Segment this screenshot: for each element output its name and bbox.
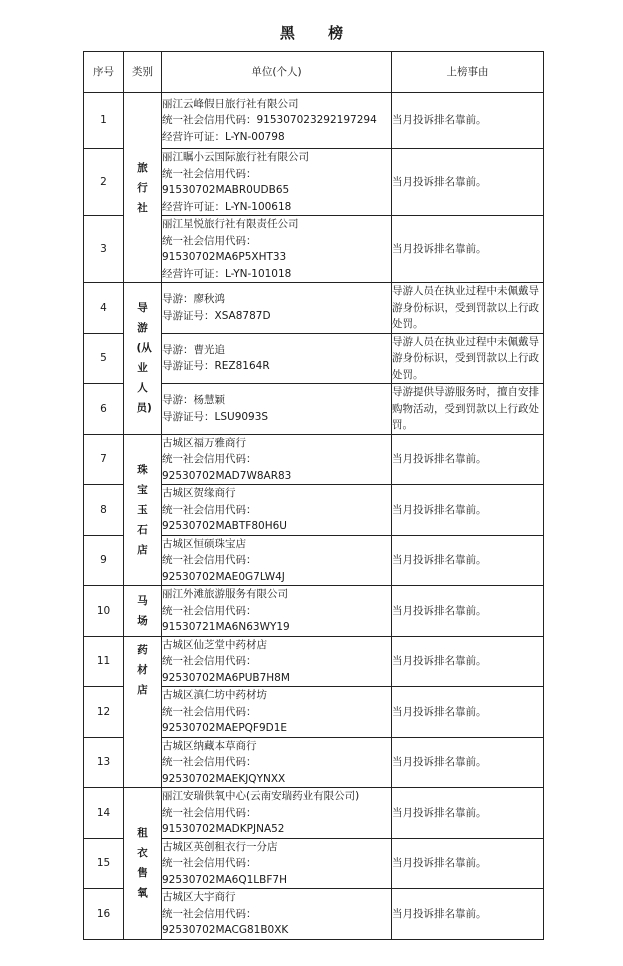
unit-name: 古城区纳藏本草商行 [162, 739, 257, 752]
header-unit: 单位(个人) [162, 52, 392, 93]
table-row [84, 93, 544, 149]
unit-name: 丽江星悦旅行社有限责任公司 [162, 218, 299, 230]
unit-cell [162, 737, 392, 788]
reason-cell: 当月投诉排名靠前。 [392, 434, 544, 485]
unit-name: 古城区贺缘商行 [162, 487, 236, 499]
category-cell-travel [124, 93, 162, 283]
unit-cell [162, 838, 392, 889]
unit-line: 导游证号：LSU9093S [162, 410, 269, 423]
row-number: 10 [84, 586, 124, 637]
row-number: 4 [84, 283, 124, 334]
unit-name: 导游：曹光追 [162, 343, 225, 356]
category-label: 药材店 [137, 643, 148, 696]
unit-cell [162, 535, 392, 586]
category-label: 租衣售氧 [137, 827, 148, 900]
unit-name: 古城区恒硕珠宝店 [162, 537, 246, 550]
unit-line: 92530702MAEPQF9D1E [162, 722, 288, 734]
unit-line: 经营许可证：L-YN-100618 [162, 200, 292, 213]
reason-cell: 导游人员在执业过程中未佩戴导游身份标识，受到罚款以上行政处罚。 [392, 333, 544, 384]
row-number: 3 [84, 216, 124, 283]
unit-cell [162, 788, 392, 839]
category-label: 导游(从业人员) [136, 302, 152, 415]
unit-line: 统一社会信用代码： [162, 234, 257, 247]
unit-line: 统一社会信用代码： [162, 554, 257, 566]
header-reason: 上榜事由 [392, 52, 544, 93]
blacklist-table [83, 51, 544, 940]
unit-name: 丽江瞩小云国际旅行社有限公司 [162, 151, 309, 163]
unit-name: 古城区福万雅商行 [162, 436, 246, 449]
unit-cell [162, 283, 392, 334]
unit-cell [162, 149, 392, 216]
category-label: 珠宝玉石店 [137, 463, 148, 556]
unit-cell [162, 687, 392, 738]
row-number: 8 [84, 485, 124, 536]
category-label: 马场 [137, 594, 148, 627]
reason-cell: 当月投诉排名靠前。 [392, 636, 544, 687]
unit-line: 统一社会信用代码： [162, 453, 257, 465]
unit-line: 导游证号：XSA8787D [162, 309, 271, 322]
header-no: 序号 [84, 52, 124, 93]
unit-line: 统一社会信用代码： [162, 806, 257, 819]
unit-cell [162, 485, 392, 536]
unit-line: 91530721MA6N63WY19 [162, 621, 290, 633]
table-row [84, 283, 544, 334]
unit-line: 统一社会信用代码： [162, 167, 257, 180]
unit-name: 古城区滇仁坊中药材坊 [162, 689, 267, 701]
unit-name: 丽江外滩旅游服务有限公司 [162, 588, 288, 600]
table-header-row [84, 52, 544, 93]
unit-cell [162, 434, 392, 485]
reason-cell: 当月投诉排名靠前。 [392, 889, 544, 940]
page-title: 黑 榜 [279, 24, 358, 42]
unit-line: 统一社会信用代码：915307023292197294 [162, 114, 377, 127]
reason-cell: 当月投诉排名靠前。 [392, 737, 544, 788]
unit-cell [162, 889, 392, 940]
reason-cell: 当月投诉排名靠前。 [392, 93, 544, 149]
row-number: 14 [84, 788, 124, 839]
header-category: 类别 [124, 52, 162, 93]
reason-cell: 当月投诉排名靠前。 [392, 216, 544, 283]
unit-line: 92530702MA6Q1LBF7H [162, 873, 287, 886]
unit-line: 统一社会信用代码： [162, 503, 257, 516]
reason-cell: 导游提供导游服务时，擅自安排购物活动，受到罚款以上行政处罚。 [392, 384, 544, 435]
row-number: 1 [84, 93, 124, 149]
unit-name: 古城区英创租衣行一分店 [162, 840, 278, 853]
reason-cell: 当月投诉排名靠前。 [392, 535, 544, 586]
reason-cell: 当月投诉排名靠前。 [392, 788, 544, 839]
unit-name: 古城区大宇商行 [162, 891, 236, 903]
row-number: 5 [84, 333, 124, 384]
unit-cell [162, 93, 392, 149]
unit-line: 统一社会信用代码： [162, 857, 257, 869]
unit-name: 古城区仙芝堂中药材店 [162, 638, 267, 651]
unit-cell [162, 333, 392, 384]
row-number: 11 [84, 636, 124, 687]
unit-cell [162, 216, 392, 283]
table-row [84, 434, 544, 485]
table-row [84, 788, 544, 839]
category-cell-oxygen [124, 788, 162, 940]
reason-cell: 当月投诉排名靠前。 [392, 586, 544, 637]
unit-line: 91530702MA6P5XHT33 [162, 251, 287, 263]
unit-name: 导游：杨慧颖 [162, 394, 225, 407]
table-row [84, 636, 544, 687]
unit-line: 导游证号：REZ8164R [162, 360, 270, 373]
category-cell-guide [124, 283, 162, 435]
unit-line: 92530702MACG81B0XK [162, 924, 289, 936]
reason-cell: 当月投诉排名靠前。 [392, 838, 544, 889]
row-number: 13 [84, 737, 124, 788]
category-cell-jewelry [124, 434, 162, 586]
unit-line: 92530702MABTF80H6U [162, 520, 287, 532]
unit-line: 统一社会信用代码： [162, 705, 257, 718]
row-number: 15 [84, 838, 124, 889]
row-number: 2 [84, 149, 124, 216]
row-number: 9 [84, 535, 124, 586]
unit-line: 92530702MAE0G7LW4J [162, 570, 285, 583]
reason-cell: 当月投诉排名靠前。 [392, 687, 544, 738]
unit-line: 92530702MA6PUB7H8M [162, 671, 290, 684]
unit-line: 经营许可证：L-YN-00798 [162, 130, 285, 143]
unit-line: 91530702MADKPJNA52 [162, 823, 285, 835]
table-row [84, 586, 544, 637]
unit-line: 91530702MABR0UDB65 [162, 184, 290, 196]
unit-line: 92530702MAD7W8AR83 [162, 469, 292, 482]
unit-name: 导游：廖秋鸿 [162, 293, 225, 306]
unit-cell [162, 384, 392, 435]
unit-line: 92530702MAEKJQYNXX [162, 772, 286, 785]
row-number: 12 [84, 687, 124, 738]
category-cell-horse [124, 586, 162, 637]
row-number: 6 [84, 384, 124, 435]
unit-cell [162, 636, 392, 687]
unit-cell [162, 586, 392, 637]
category-label: 旅行社 [137, 161, 148, 214]
reason-cell: 当月投诉排名靠前。 [392, 149, 544, 216]
row-number: 7 [84, 434, 124, 485]
category-cell-herb [124, 636, 162, 788]
unit-line: 统一社会信用代码： [162, 655, 257, 667]
reason-cell: 当月投诉排名靠前。 [392, 485, 544, 536]
unit-name: 丽江云峰假日旅行社有限公司 [162, 97, 299, 110]
unit-line: 统一社会信用代码： [162, 756, 257, 768]
unit-line: 统一社会信用代码： [162, 907, 257, 920]
unit-line: 经营许可证：L-YN-101018 [162, 267, 292, 280]
reason-cell: 导游人员在执业过程中未佩戴导游身份标识，受到罚款以上行政处罚。 [392, 283, 544, 334]
row-number: 16 [84, 889, 124, 940]
unit-name: 丽江安瑞供氧中心(云南安瑞药业有限公司) [162, 790, 360, 802]
unit-line: 统一社会信用代码： [162, 604, 257, 617]
